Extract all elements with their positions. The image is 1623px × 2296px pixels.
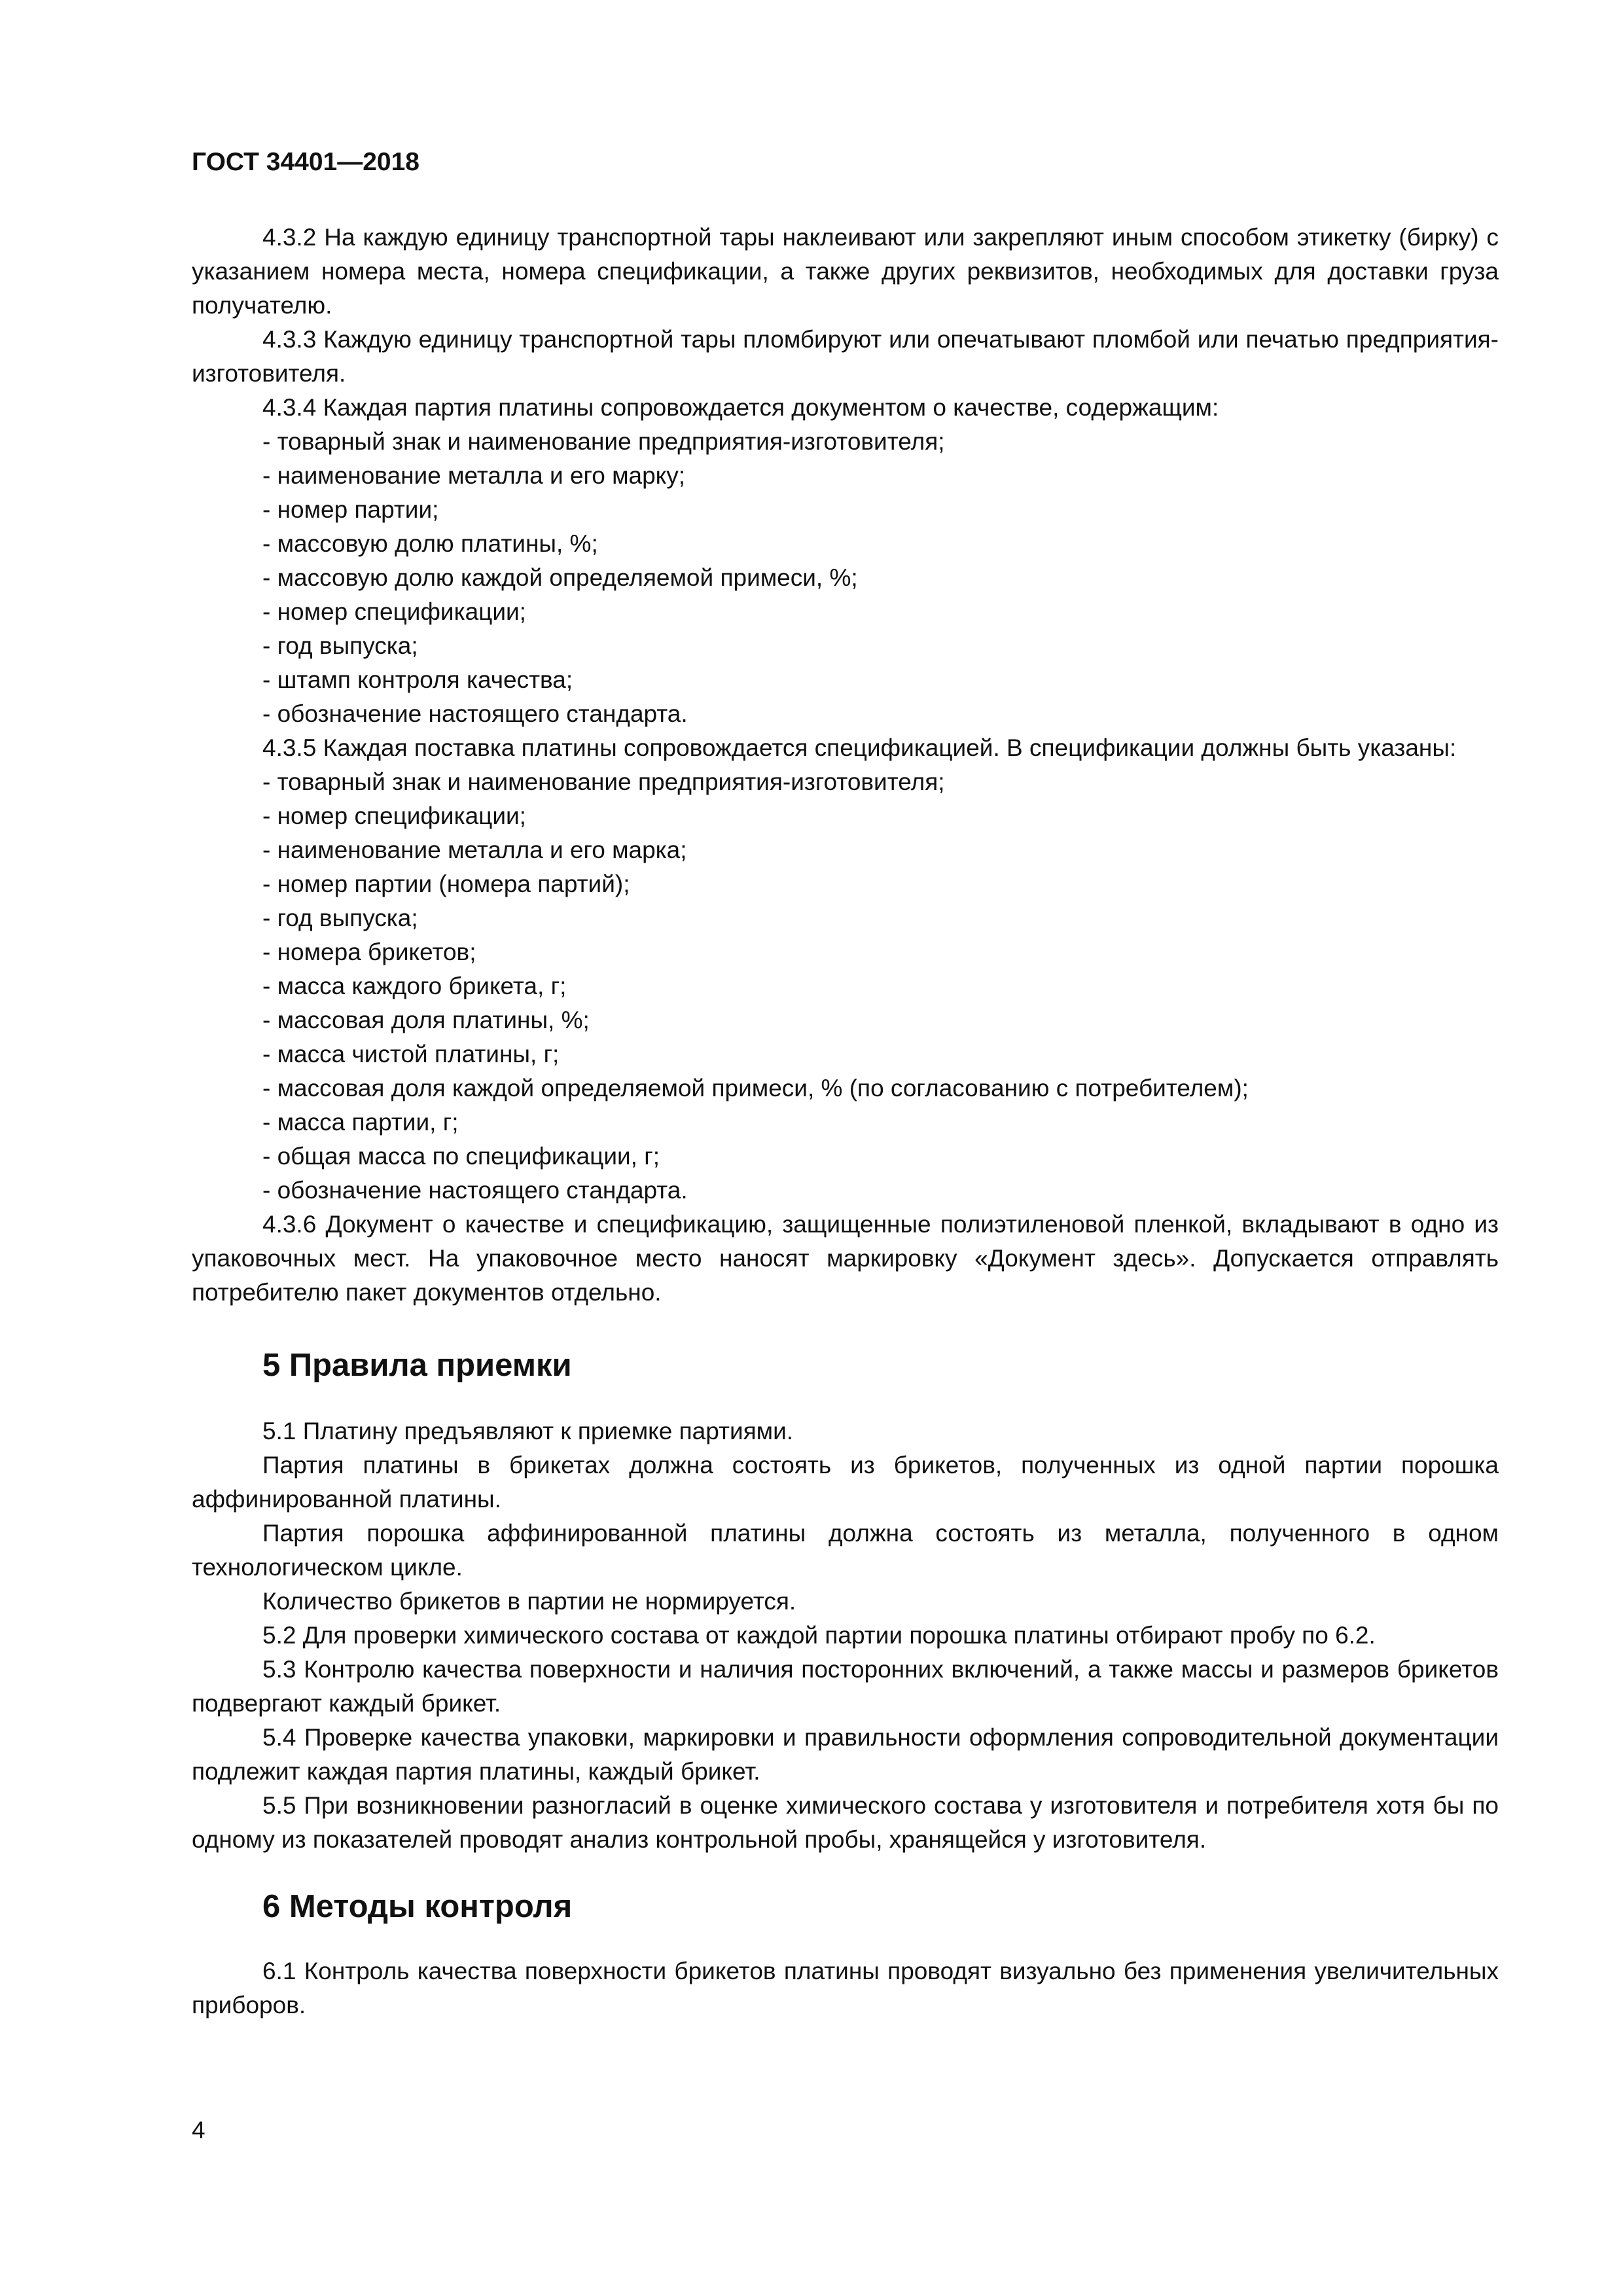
list-item: - номер спецификации; [262, 598, 526, 625]
list-item: - номер спецификации; [262, 802, 526, 829]
clause-5-1: 5.1 Платину предъявляют к приемке партиями. [262, 1418, 794, 1444]
clause-4-3-3: 4.3.3 Каждую единицу транспортной тары пломбируют или опечатывают пломбой или печатью предприятия-изготовителя. [192, 326, 1499, 387]
list-item: - год выпуска; [262, 905, 418, 931]
clause-5-2: 5.2 Для проверки химического состава от каждой партии порошка платины отбирают пробу по 6.2. [262, 1622, 1376, 1649]
list-item: - масса партии, г; [262, 1109, 459, 1136]
section-5-heading: 5 Правила приемки [262, 1348, 572, 1383]
clause-6-1: 6.1 Контроль качества поверхности брикетов платины проводят визуально без применения увеличительных приборов. [192, 1958, 1499, 2018]
list-item: - номер партии; [262, 496, 439, 523]
list-item: - номер партии (номера партий); [262, 870, 630, 897]
page-number: 4 [192, 2117, 205, 2144]
list-item: - масса каждого брикета, г; [262, 973, 567, 999]
clause-4-3-2: 4.3.2 На каждую единицу транспортной тары наклеивают или закрепляют иным способом этикетку (бирку) с указанием номера места, номера спецификации, а также других реквизитов, необходимых для доставки груза получателю. [192, 224, 1499, 319]
paragraph: Количество брикетов в партии не нормируется. [262, 1588, 796, 1615]
list-item: - массовую долю каждой определяемой примеси, %; [262, 564, 858, 591]
list-item: - товарный знак и наименование предприятия-изготовителя; [262, 428, 945, 455]
paragraph: Партия порошка аффинированной платины должна состоять из металла, полученного в одном технологическом цикле. [192, 1520, 1499, 1581]
list-item: - номера брикетов; [262, 939, 476, 965]
list-item: - наименование металла и его марку; [262, 462, 686, 489]
list-item: - товарный знак и наименование предприятия-изготовителя; [262, 768, 945, 795]
list-item: - обозначение настоящего стандарта. [262, 1177, 688, 1204]
document-body [192, 221, 1499, 2022]
document-header: ГОСТ 34401—2018 [192, 148, 419, 176]
list-item: - масса чистой платины, г; [262, 1041, 560, 1067]
list-item: - обозначение настоящего стандарта. [262, 700, 688, 727]
clause-4-3-6: 4.3.6 Документ о качестве и спецификацию, защищенные полиэтиленовой пленкой, вкладывают в одно из упаковочных мест. На упаковочное место наносят маркировку «Документ здесь». Допускается отправлять потребителю пакет документов отдельно. [192, 1211, 1499, 1306]
list-item: - штамп контроля качества; [262, 666, 573, 693]
clause-5-3: 5.3 Контролю качества поверхности и наличия посторонних включений, а также массы и размеров брикетов подвергают каждый брикет. [192, 1656, 1499, 1717]
section-6-heading: 6 Методы контроля [262, 1889, 573, 1924]
list-item: - массовую долю платины, %; [262, 530, 598, 557]
clause-4-3-5: 4.3.5 Каждая поставка платины сопровождается спецификацией. В спецификации должны быть указаны: [262, 734, 1457, 761]
list-item: - наименование металла и его марка; [262, 836, 687, 863]
list-item: - массовая доля каждой определяемой примеси, % (по согласованию с потребителем); [262, 1075, 1249, 1102]
list-item: - массовая доля платины, %; [262, 1007, 590, 1033]
clause-5-5: 5.5 При возникновении разногласий в оценке химического состава у изготовителя и потребителя хотя бы по одному из показателей проводят анализ контрольной пробы, хранящейся у изготовителя. [192, 1792, 1499, 1853]
paragraph: Партия платины в брикетах должна состоять из брикетов, полученных из одной партии порошка аффинированной платины. [192, 1452, 1499, 1513]
clause-4-3-4: 4.3.4 Каждая партия платины сопровождается документом о качестве, содержащим: [262, 394, 1219, 421]
clause-5-4: 5.4 Проверке качества упаковки, маркировки и правильности оформления сопроводительной документации подлежит каждая партия платины, каждый брикет. [192, 1724, 1499, 1785]
list-item: - общая масса по спецификации, г; [262, 1143, 660, 1170]
list-item: - год выпуска; [262, 632, 418, 659]
